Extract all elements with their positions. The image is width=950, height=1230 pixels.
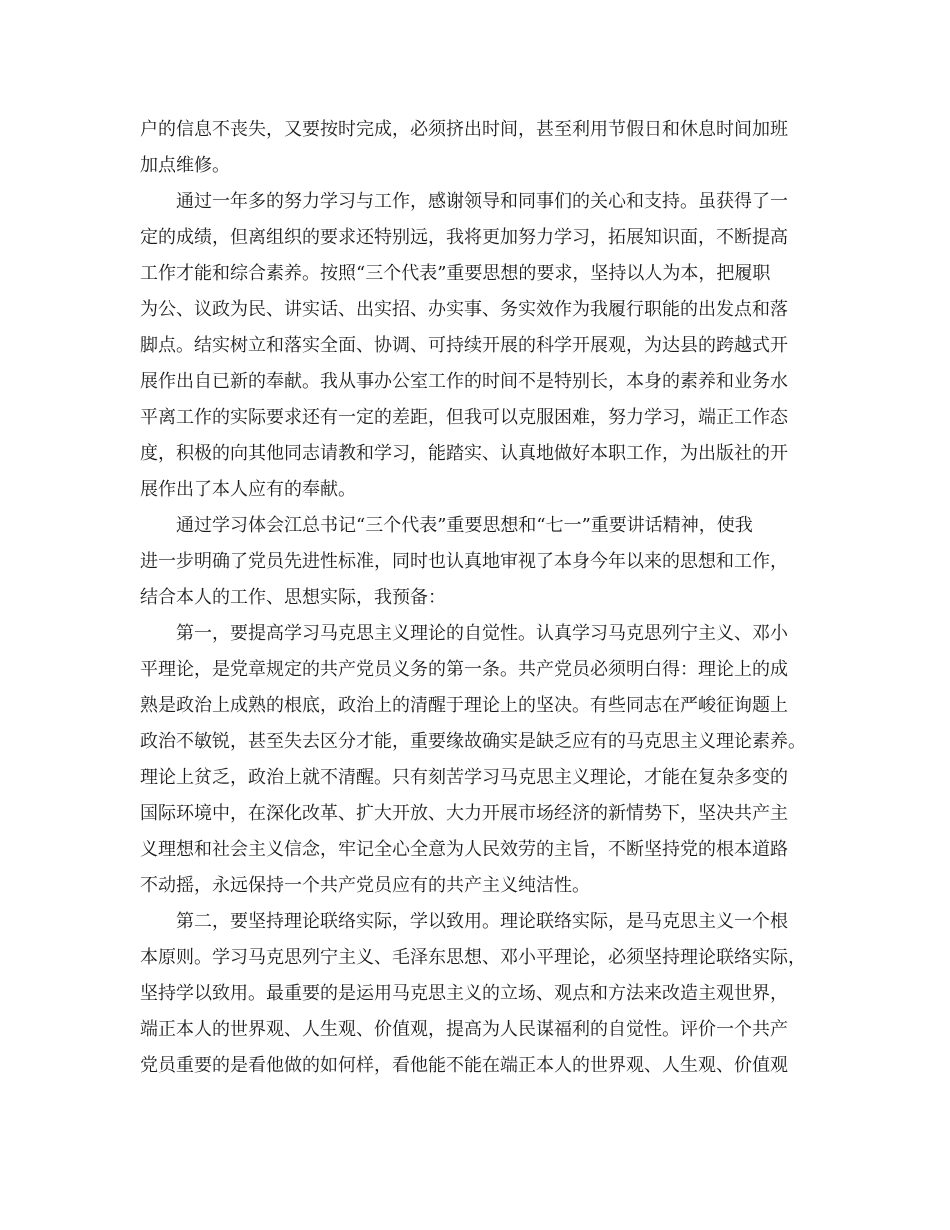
text-line: 坚持学以致用。最重要的是运用马克思主义的立场、观点和方法来改造主观世界，: [140, 983, 788, 1004]
text-line: 不动摇，永远保持一个共产党员应有的共产主义纯洁性。: [140, 875, 590, 896]
text-line: 平离工作的实际要求还有一定的差距，但我可以克服困难，努力学习，端正工作态: [140, 407, 788, 428]
text-line: 政治不敏锐，甚至失去区分才能，重要缘故确实是缺乏应有的马克思主义理论素养。: [140, 731, 806, 752]
text-line: 党员重要的是看他做的如何样，看他能不能在端正本人的世界观、人生观、价值观: [140, 1055, 788, 1076]
text-line: 理论上贫乏，政治上就不清醒。只有刻苦学习马克思主义理论，才能在复杂多变的: [140, 767, 788, 788]
text-line: 为公、议政为民、讲实话、出实招、办实事、务实效作为我履行职能的出发点和落: [140, 299, 788, 320]
text-line: 展作出了本人应有的奉献。: [140, 479, 356, 500]
text-line: 工作才能和综合素养。按照“三个代表”重要思想的要求，坚持以人为本，把履职: [140, 263, 771, 284]
text-line: 本原则。学习马克思列宁主义、毛泽东思想、邓小平理论，必须坚持理论联络实际，: [140, 947, 806, 968]
text-line: 定的成绩，但离组织的要求还特别远，我将更加努力学习，拓展知识面，不断提高: [140, 227, 788, 248]
text-line: 户的信息不丧失，又要按时完成，必须挤出时间，甚至利用节假日和休息时间加班: [140, 119, 788, 140]
document-body: [140, 112, 820, 1084]
text-line: 平理论，是党章规定的共产党员义务的第一条。共产党员必须明白得：理论上的成: [140, 659, 788, 680]
text-line: 通过学习体会江总书记“三个代表”重要思想和“七一”重要讲话精神，使我: [176, 515, 753, 536]
text-line: 国际环境中，在深化改革、扩大开放、大力开展市场经济的新情势下，坚决共产主: [140, 803, 788, 824]
text-line: 第二，要坚持理论联络实际，学以致用。理论联络实际，是马克思主义一个根: [176, 911, 788, 932]
text-line: 脚点。结实树立和落实全面、协调、可持续开展的科学开展观，为达县的跨越式开: [140, 335, 788, 356]
text-line: 熟是政治上成熟的根底，政治上的清醒于理论上的坚决。有些同志在严峻征询题上: [140, 695, 788, 716]
text-line: 义理想和社会主义信念，牢记全心全意为人民效劳的主旨，不断坚持党的根本道路: [140, 839, 788, 860]
text-line: 端正本人的世界观、人生观、价值观，提高为人民谋福利的自觉性。评价一个共产: [140, 1019, 788, 1040]
text-line: 结合本人的工作、思想实际，我预备：: [140, 587, 446, 608]
text-line: 度，积极的向其他同志请教和学习，能踏实、认真地做好本职工作，为出版社的开: [140, 443, 788, 464]
text-line: 展作出自已新的奉献。我从事办公室工作的时间不是特别长，本身的素养和业务水: [140, 371, 788, 392]
text-line: 进一步明确了党员先进性标准，同时也认真地审视了本身今年以来的思想和工作，: [140, 551, 788, 572]
text-line: 第一，要提高学习马克思主义理论的自觉性。认真学习马克思列宁主义、邓小: [176, 623, 788, 644]
text-line: 通过一年多的努力学习与工作，感谢领导和同事们的关心和支持。虽获得了一: [176, 191, 788, 212]
text-line: 加点维修。: [140, 155, 230, 176]
